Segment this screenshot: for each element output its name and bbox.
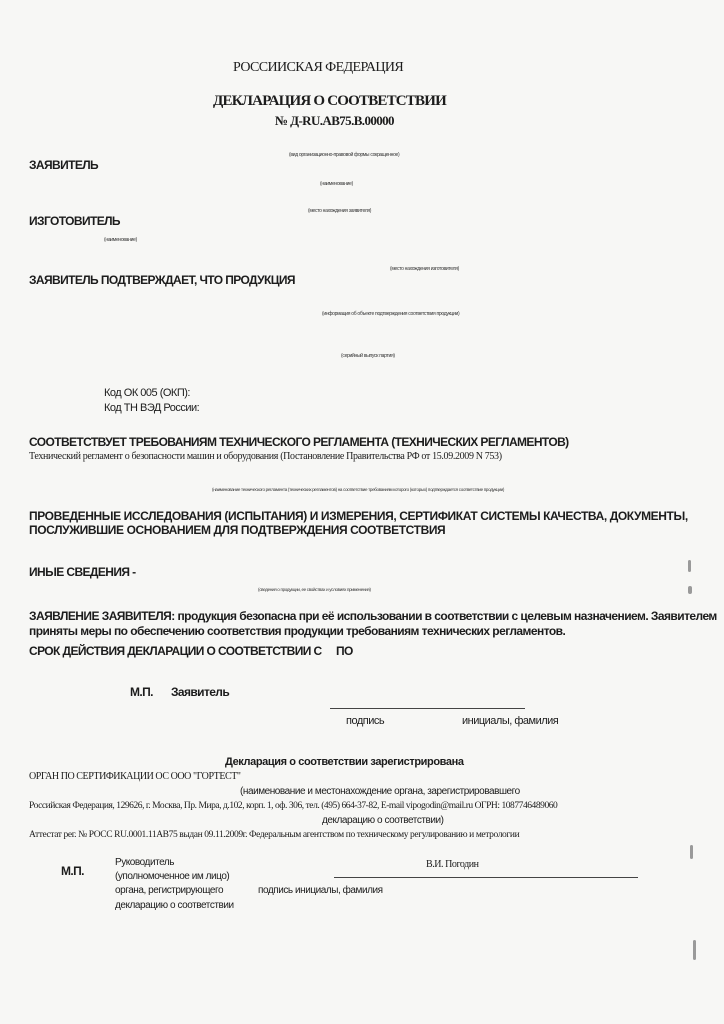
validity-label: СРОК ДЕЙСТВИЯ ДЕКЛАРАЦИИ О СООТВЕТСТВИИ С (29, 644, 322, 658)
head-title-line4: декларацию о соответствии (115, 900, 234, 911)
product-hint-series: (серийный выпуск партия) (341, 353, 395, 359)
regulation-hint: (наименование технического регламента (технических регламентов) на соответствие требованиям которого (которых) подтверждается соответствие продукции) (212, 487, 505, 492)
scan-mark-2 (688, 586, 692, 594)
head-signature-caption: подпись инициалы, фамилия (258, 885, 383, 896)
applicant-statement-line2: приняты меры по обеспечению соответствия продукции требованиям технических регламентов. (29, 624, 566, 638)
document-number: № Д-RU.АВ75.В.00000 (275, 113, 394, 128)
other-info-hint: (сведения о продукции, ее свойствах и условиях применения) (258, 587, 371, 592)
research-label-line2: ПОСЛУЖИВШИЕ ОСНОВАНИЕМ ДЛЯ ПОДТВЕРЖДЕНИЯ СООТВЕТСТВИЯ (29, 523, 446, 537)
head-name: В.И. Погодин (426, 859, 479, 870)
applicant-hint-form: (вид организационно-правовой формы сокращенное) (289, 152, 400, 158)
stamp-place-label: М.П. (130, 685, 153, 699)
registration-title: Декларация о соответствии зарегистрирована (225, 756, 464, 768)
head-title-line2: (уполномоченное им лицо) (115, 871, 230, 882)
scan-mark-3 (690, 845, 693, 859)
manufacturer-label: ИЗГОТОВИТЕЛЬ (29, 214, 120, 228)
applicant-label: ЗАЯВИТЕЛЬ (29, 158, 99, 172)
certification-organ: ОРГАН ПО СЕРТИФИКАЦИИ ОС ООО "ГОРТЕСТ" (29, 771, 241, 782)
scan-mark-4 (693, 940, 696, 960)
organ-address: Российская Федерация, 129626, г. Москва, Пр. Мира, д.102, корп. 1, оф. 306, тел. (495) 664-37-82, E-mail vipogodin@mail.ru ОГРН: 1087746489060 (29, 801, 558, 811)
applicant-hint-address: (место нахождения заявителя) (308, 208, 372, 214)
registration-hint-line2: декларацию о соответствии) (322, 815, 444, 826)
applicant-hint-name: (наименование) (320, 181, 353, 187)
okp-code-label: Код ОК 005 (ОКП): (104, 387, 190, 399)
head-signature-line (334, 877, 638, 878)
manufacturer-hint-address: (место нахождения изготовителя) (390, 266, 459, 272)
scan-mark-1 (688, 560, 691, 572)
manufacturer-hint-name: (наименование) (104, 237, 137, 243)
product-hint-object: (информация об объекте подтверждения соответствия продукции) (322, 311, 460, 317)
name-caption: инициалы, фамилия (462, 715, 559, 727)
other-info-label: ИНЫЕ СВЕДЕНИЯ - (29, 565, 136, 579)
document-title: ДЕКЛАРАЦИЯ О СООТВЕТСТВИИ (213, 93, 446, 109)
head-title-line3: органа, регистрирующего (115, 885, 224, 896)
regulation-text: Технический регламент о безопасности машин и оборудования (Постановление Правительства РФ от 15.09.2009 N 753) (29, 451, 502, 462)
registration-hint-line1: (наименование и местонахождение органа, зарегистрировавшего (240, 786, 520, 797)
applicant-signature-line (330, 708, 525, 709)
conformity-label: СООТВЕТСТВУЕТ ТРЕБОВАНИЯМ ТЕХНИЧЕСКОГО РЕГЛАМЕНТА (ТЕХНИЧЕСКИХ РЕГЛАМЕНТОВ) (29, 435, 569, 449)
applicant-signature-label: Заявитель (171, 685, 230, 699)
attestat-text: Аттестат рег. № РОСС RU.0001.11АВ75 выдан 09.11.2009г. Федеральным агентством по техническому регулированию и метрологии (29, 830, 520, 840)
head-stamp-place-label: М.П. (61, 864, 84, 878)
research-label-line1: ПРОВЕДЕННЫЕ ИССЛЕДОВАНИЯ (ИСПЫТАНИЯ) И ИЗМЕРЕНИЯ, СЕРТИФИКАТ СИСТЕМЫ КАЧЕСТВА, ДОКУМЕНТЫ, (29, 509, 688, 523)
signature-caption: подпись (346, 715, 385, 727)
country-heading: РОССИИСКАЯ ФЕДЕРАЦИЯ (233, 60, 404, 75)
product-label: ЗАЯВИТЕЛЬ ПОДТВЕРЖДАЕТ, ЧТО ПРОДУКЦИЯ (29, 273, 295, 287)
tnved-code-label: Код ТН ВЭД России: (104, 402, 200, 414)
head-title-line1: Руководитель (115, 857, 175, 868)
applicant-statement-line1: ЗАЯВЛЕНИЕ ЗАЯВИТЕЛЯ: продукция безопасна при её использовании в соответствии с целевым назначением. Заявителем (29, 609, 717, 623)
validity-to-label: ПО (336, 644, 353, 658)
